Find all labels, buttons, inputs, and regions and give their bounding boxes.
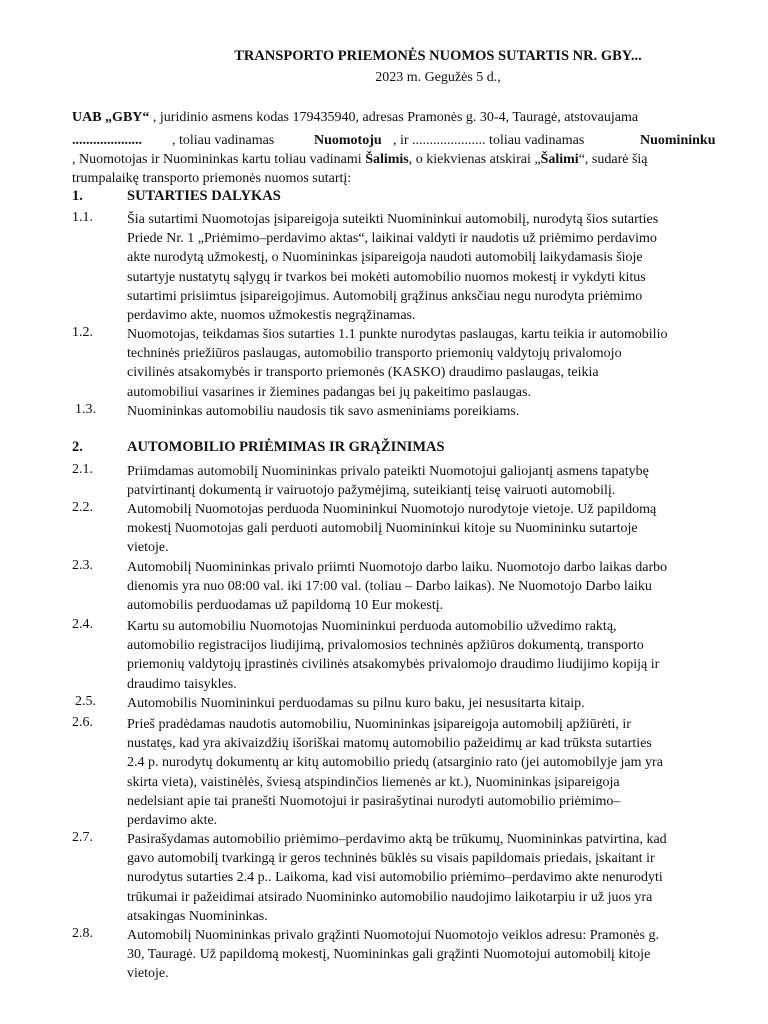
section-title: AUTOMOBILIO PRIĖMIMAS IR GRĄŽINIMAS xyxy=(127,439,445,455)
intro-line-1 xyxy=(72,108,638,127)
clause-line: Nuomotojas, teikdamas šios sutarties 1.1 punkte nurodytas paslaugas, kartu teikia ir automobilio xyxy=(127,327,668,342)
clause-line: Automobilį Nuomininkas privalo priimti Nuomotojo darbo laiku. Nuomotojo darbo laikas darbo xyxy=(127,560,668,575)
clause-line: vietoje. xyxy=(127,966,169,982)
clause-line: automobilis perduodamas už papildomą 10 Eur mokestį. xyxy=(127,598,444,614)
clause-number: 2.1. xyxy=(72,462,93,477)
clause-line: draudimo taisykles. xyxy=(127,676,237,692)
clause-line: 30, Tauragė. Už papildomą mokestį, Nuomininkas gali grąžinti Nuomotojui automobilį kitoje xyxy=(127,947,651,963)
clause-line: nurodytus sutarties 2.4 p.. Laikoma, kad visi automobilio priėmimo–perdavimo akte nenurodyti xyxy=(127,870,663,886)
clause-text xyxy=(127,926,727,984)
clause-line: automobiliui vasarines ir žiemines padangas bei jų pakeitimo paslaugas. xyxy=(127,384,531,400)
intro-text: “, sudarė šią xyxy=(578,152,648,167)
contract-date: 2023 m. Gegužės 5 d., xyxy=(375,70,501,85)
clause-number: 2.4. xyxy=(72,617,93,632)
clause-number: 1.3. xyxy=(75,402,96,417)
party-term: Šalimi xyxy=(540,152,579,167)
clause-line: skirta vieta), vaistinėlės, šviesą atspindinčios liemenės ar kt.), Nuomininkas įsipareigoja xyxy=(127,774,620,790)
intro-text: , toliau vadinamas xyxy=(172,133,275,148)
clause-line: Automobilis Nuomininkui perduodamas su pilnu kuro baku, jei nesusitarta kitaip. xyxy=(127,696,585,711)
clause-line: priemonių valdytojų įprastinės civilinės atsakomybės privalomojo draudimo liudijimo kopiją ir xyxy=(127,657,660,673)
clause-text xyxy=(127,715,727,830)
section-title: SUTARTIES DALYKAS xyxy=(127,188,281,204)
clause-line: mokestį Nuomotojas gali perduoti automobilį Nuomininkui kitoje su Nuomininku sutartoje xyxy=(127,521,638,537)
clause-line: sutartyje nustatytų sąlygų ir tvarkos bei mokėti automobilio nuomos mokestį ir vykdyti kitus xyxy=(127,269,646,285)
clause-line: techninės priežiūros paslaugas, automobilio transporto priemonių valdytojų privalomojo xyxy=(127,346,622,362)
clause-number: 1.2. xyxy=(72,325,93,340)
clause-text xyxy=(127,830,727,926)
clause-line: Pasirašydamas automobilio priėmimo–perdavimo aktą be trūkumų, Nuomininkas patvirtina, kad xyxy=(127,832,667,847)
clause-text xyxy=(127,325,727,402)
clause-line: Kartu su automobiliu Nuomotojas Nuomininkui perduoda automobilio užvedimo raktą, xyxy=(127,619,617,634)
clause-line: civilinės atsakomybės ir transporto priemonės (KASKO) draudimo paslaugas, teikia xyxy=(127,365,599,381)
lessor-term: Nuomotoju xyxy=(314,133,382,148)
intro-text: , o kiekvienas atskirai „ xyxy=(408,152,541,167)
clause-line: patvirtinantį dokumentą ir vairuotojo pažymėjimą, suteikiantį teisę vairuoti automobilį. xyxy=(127,483,616,499)
company-details: , juridinio asmens kodas 179435940, adresas Pramonės g. 30-4, Tauragė, atstovaujama xyxy=(152,110,639,125)
section-number: 2. xyxy=(72,439,83,455)
representative-dots: .................... xyxy=(72,133,142,148)
intro-text: , ir ..................... toliau vadinamas xyxy=(393,133,585,148)
clause-line: Priimdamas automobilį Nuomininkas privalo pateikti Nuomotojui galiojantį asmens tapatybę xyxy=(127,464,649,479)
intro-text: , Nuomotojas ir Nuomininkas kartu toliau vadinami xyxy=(72,152,362,167)
clause-text xyxy=(127,500,727,558)
clause-text xyxy=(127,402,727,421)
clause-line: nedelsiant apie tai pranešti Nuomotojui ir pasirašytinai nurodyti automobilio priėmimo– xyxy=(127,793,621,809)
clause-line: automobilio registracijos liudijimą, privalomosios techninės apžiūros dokumentą, transporto xyxy=(127,638,644,654)
clause-number: 2.7. xyxy=(72,830,93,845)
intro-line-4: trumpalaikę transporto priemonės nuomos sutartį: xyxy=(72,171,352,186)
clause-text xyxy=(127,617,727,694)
clause-line: Priede Nr. 1 „Priėmimo–perdavimo aktas“, laikinai valdyti ir naudotis už priėmimo perdavimo xyxy=(127,231,657,247)
company-name: UAB „GBY“ xyxy=(72,110,150,125)
clause-line: 2.4 p. nurodytų dokumentų ar kitų automobilio priedų (atsarginio rato (jei automobilyje jam yra xyxy=(127,755,663,771)
clause-number: 2.3. xyxy=(72,558,93,573)
clause-number: 2.5. xyxy=(75,694,96,709)
clause-line: akte nurodytą užmokestį, o Nuomininkas įsipareigoja naudoti automobilį laikydamasis šioje xyxy=(127,250,643,266)
parties-term: Šalimis xyxy=(365,152,409,167)
clause-number: 2.2. xyxy=(72,500,93,515)
clause-line: atsakingas Nuomininkas. xyxy=(127,908,268,924)
clause-line: Nuomininkas automobiliu naudosis tik savo asmeniniams poreikiams. xyxy=(127,404,520,419)
section-number: 1. xyxy=(72,188,83,204)
clause-line: vietoje. xyxy=(127,540,169,556)
clause-text xyxy=(127,210,727,325)
clause-line: perdavimo akte, nuomos užmokestis negrąžinamas. xyxy=(127,308,416,324)
clause-line: dienomis yra nuo 08:00 val. iki 17:00 val. (toliau – Darbo laikas). Ne Nuomotojo Darbo laiku xyxy=(127,579,652,595)
clause-line: Prieš pradėdamas naudotis automobiliu, Nuomininkas įsipareigoja automobilį apžiūrėti, ir xyxy=(127,717,631,732)
clause-line: nustatęs, kad yra akivaizdžių išoriškai matomų automobilio pažeidimų ar kad trūksta sutarties xyxy=(127,736,652,752)
clause-text xyxy=(127,462,727,500)
lessee-term: Nuomininku xyxy=(640,133,716,148)
contract-title: TRANSPORTO PRIEMONĖS NUOMOS SUTARTIS NR. GBY... xyxy=(234,48,642,64)
clause-line: Šia sutartimi Nuomotojas įsipareigoja suteikti Nuomininkui automobilį, nurodytą šios sutarties xyxy=(127,212,659,227)
clause-line: Automobilį Nuomininkas privalo grąžinti Nuomotojui Nuomotojo veiklos adresu: Pramonės g. xyxy=(127,928,659,943)
clause-line: perdavimo akte. xyxy=(127,813,218,829)
clause-text xyxy=(127,558,727,616)
clause-line: trūkumai ir pažeidimai atsirado Nuomininko automobilio naudojimo laikotarpiu ir už juos yra xyxy=(127,889,653,905)
clause-line: Automobilį Nuomotojas perduoda Nuomininkui Nuomotojo nurodytoje vietoje. Už papildomą xyxy=(127,502,657,517)
clause-number: 1.1. xyxy=(72,210,93,225)
clause-number: 2.6. xyxy=(72,715,93,730)
clause-line: sutartimi prisiimtus įsipareigojimus. Automobilį grąžinus anksčiau negu nurodyta priėmimo xyxy=(127,288,643,304)
clause-number: 2.8. xyxy=(72,926,93,941)
intro-line-3 xyxy=(72,150,648,169)
clause-line: gavo automobilį tvarkingą ir geros techninės būklės su visais papildomais priedais, įskaitant ir xyxy=(127,851,655,867)
clause-text xyxy=(127,694,727,713)
